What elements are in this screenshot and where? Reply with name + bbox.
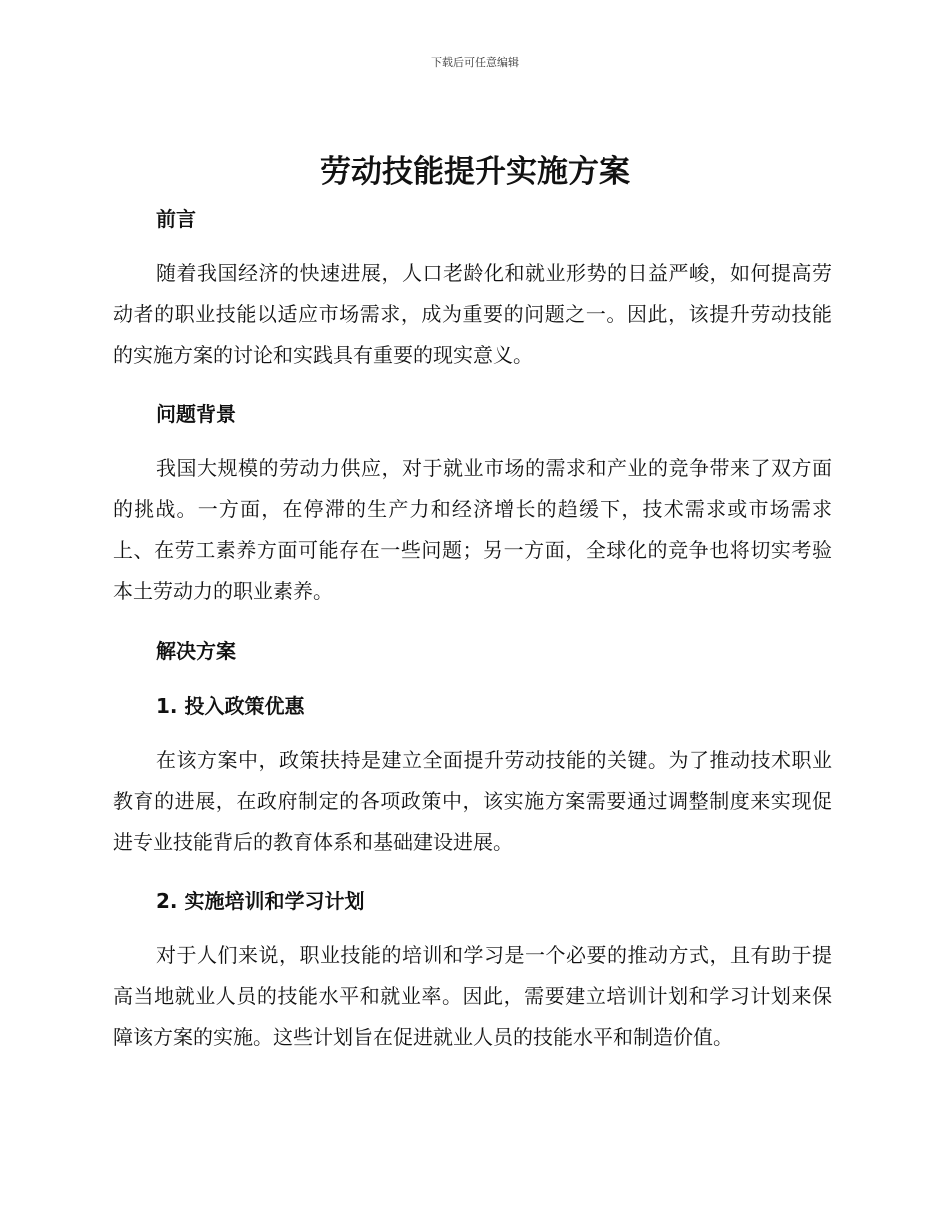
intro-paragraph: 随着我国经济的快速进展，人口老龄化和就业形势的日益严峻，如何提高劳动者的职业技能以适应市场需求，成为重要的问题之一。因此，该提升劳动技能的实施方案的讨论和实践具有重要的现实意义。 [113, 261, 832, 367]
intro-heading: 前言 [156, 207, 196, 231]
background-heading: 问题背景 [156, 402, 236, 426]
item2-paragraph: 对于人们来说，职业技能的培训和学习是一个必要的推动方式，且有助于提高当地就业人员的技能水平和就业率。因此，需要建立培训计划和学习计划来保障该方案的实施。这些计划旨在促进就业人员的技能水平和制造价值。 [113, 943, 832, 1049]
item1-paragraph: 在该方案中，政策扶持是建立全面提升劳动技能的关键。为了推动技术职业教育的进展，在政府制定的各项政策中，该实施方案需要通过调整制度来实现促进专业技能背后的教育体系和基础建设进展。 [113, 748, 832, 854]
background-paragraph: 我国大规模的劳动力供应，对于就业市场的需求和产业的竞争带来了双方面的挑战。一方面，在停滞的生产力和经济增长的趋缓下，技术需求或市场需求上、在劳工素养方面可能存在一些问题；另一方面，全球化的竞争也将切实考验本土劳动力的职业素养。 [113, 456, 832, 603]
item2-heading: 2. 实施培训和学习计划 [156, 889, 365, 913]
solution-heading: 解决方案 [156, 639, 236, 663]
item1-heading: 1. 投入政策优惠 [156, 694, 305, 718]
page-header: 下载后可任意编辑 [431, 56, 519, 69]
document-title: 劳动技能提升实施方案 [320, 154, 630, 190]
